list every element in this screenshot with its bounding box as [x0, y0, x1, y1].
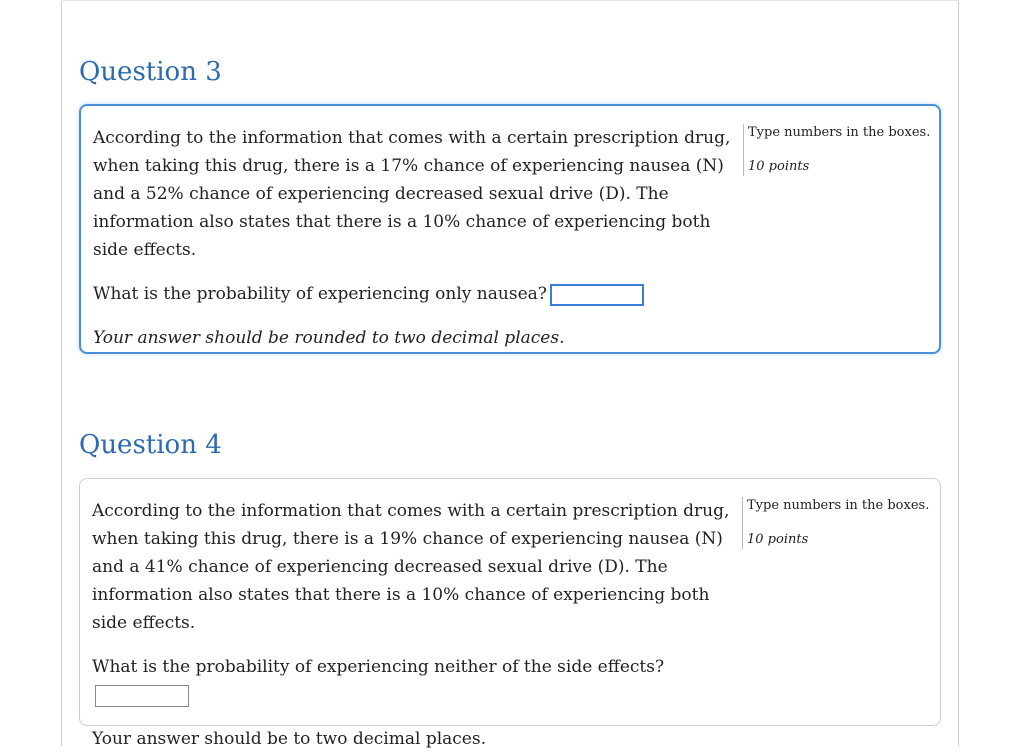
question-3-answer-input[interactable]: [550, 284, 644, 306]
question-4-instruction: Type numbers in the boxes.: [747, 498, 930, 513]
question-4-note: Your answer should be to two decimal places.: [92, 729, 486, 749]
question-4-points: 10 points: [747, 532, 809, 547]
question-4-card: [79, 478, 941, 749]
top-divider: [61, 0, 959, 1]
question-3-instruction: Type numbers in the boxes.: [748, 125, 931, 140]
question-4-title: Question 4: [79, 430, 222, 460]
question-4-body: [92, 497, 737, 753]
question-4-answer-input[interactable]: [95, 685, 189, 707]
question-3-prompt: What is the probability of experiencing only nausea?: [93, 284, 547, 304]
question-3-points: 10 points: [748, 159, 810, 174]
question-3-card: [79, 104, 941, 354]
question-3-body: [93, 124, 738, 352]
question-3-text: According to the information that comes with a certain prescription drug, when taking this drug, there is a 17% chance of experiencing nausea (N) and a 52% chance of experiencing decreased sexual drive (D). The information also states that there is a 10% chance of experiencing both side effects.: [93, 128, 731, 260]
question-4-prompt: What is the probability of experiencing neither of the side effects?: [92, 657, 665, 677]
question-3-prompt-line: [93, 280, 738, 308]
question-3-title: Question 3: [79, 57, 222, 87]
question-4-text: According to the information that comes with a certain prescription drug, when taking this drug, there is a 19% chance of experiencing nausea (N) and a 41% chance of experiencing decreased sexual drive (D). The information also states that there is a 10% chance of experiencing both side effects.: [92, 501, 730, 633]
question-3-meta: [743, 124, 933, 176]
question-4-meta: [742, 497, 932, 549]
question-3-note: Your answer should be rounded to two decimal places.: [93, 328, 565, 348]
question-4-prompt-line: [92, 653, 737, 709]
